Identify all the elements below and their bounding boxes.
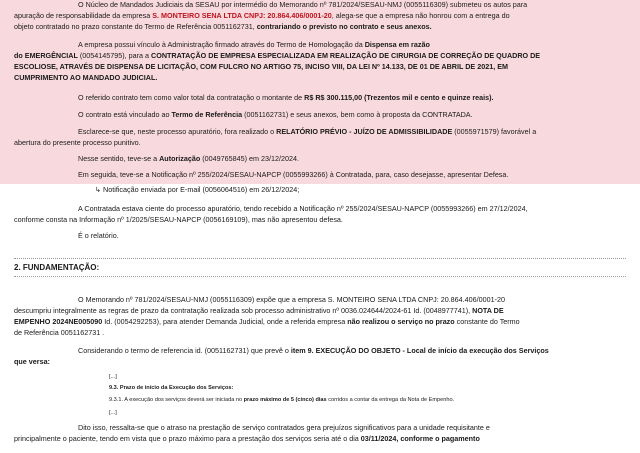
paragraph-7	[78, 170, 626, 181]
paragraph-6	[78, 154, 626, 165]
notice-line	[95, 185, 626, 196]
s2-paragraph-1-line-1	[78, 295, 626, 306]
text: (0049765845) em 23/12/2024.	[200, 154, 299, 163]
text-bold: item 9. EXECUÇÃO DO OBJETO - Local de início da execução dos Serviços	[290, 346, 549, 355]
text: principalmente o paciente, tendo em vista que o prazo máximo para a prestação dos serviços seria até o dia	[14, 434, 361, 443]
text: Em seguida, teve-se a Notificação nº 255/2024/SESAU-NAPCP (0055993266) à Contratada, para, caso desejasse, apresentar Defesa.	[78, 170, 509, 179]
paragraph-2-line-2	[14, 51, 626, 62]
paragraph-2-line-1	[78, 40, 626, 51]
text-bold: que versa:	[14, 357, 50, 366]
text: [...]	[109, 410, 117, 416]
text-bold: R$ R$ 300.115,00 (Trezentos mil e cento e quinze reais).	[304, 93, 494, 102]
text: É o relatório.	[78, 231, 119, 240]
text: descumpriu integralmente as regras de prazo da contratação realizada sob processo administrativo nº 0036.024644/2024-61 Id. (0048977741),	[14, 306, 473, 315]
text: A empresa possui vínculo à Administração firmado através do Termo de Homologação da	[78, 40, 365, 49]
text: apuração de responsabilidade da empresa	[14, 11, 153, 20]
section-heading	[14, 262, 626, 274]
paragraph-1-line-1	[78, 0, 626, 11]
heading-text: 2. FUNDAMENTAÇÃO:	[14, 263, 100, 272]
s2-paragraph-3-line-2	[14, 434, 626, 445]
text-bold: 03/11/2024, conforme o pagamento	[360, 434, 480, 443]
text-bold: RELATÓRIO PRÉVIO - JUÍZO DE ADMISSIBILIDADE	[276, 127, 453, 136]
text: O Núcleo de Mandados Judiciais da SESAU por intermédio do Memorando nº 781/2024/SESAU-NMJ (0055116309) submeteu os autos para	[78, 0, 528, 9]
text-bold: CONTRATAÇÃO DE EMPRESA ESPECIALIZADA EM REALIZAÇÃO DE CIRURGIA DE CORREÇÃO DE QUADRO DE	[151, 51, 541, 60]
text: abertura do presente processo punitivo.	[14, 138, 141, 147]
paragraph-5-line-1	[78, 127, 626, 138]
quote-heading	[109, 384, 626, 392]
text: 9.3.1. A execução dos serviços deverá ser iniciada no	[109, 397, 244, 403]
paragraph-1-line-3	[14, 22, 626, 33]
paragraph-4	[78, 110, 626, 121]
text: Id. (0054292253), para atender Demanda Judicial, onde a referida empresa	[102, 317, 348, 326]
quote-ellipsis	[109, 373, 626, 381]
s2-paragraph-2-line-2	[14, 357, 626, 368]
text-bold: CUMPRIMENTO AO MANDADO JUDICIAL.	[14, 73, 158, 82]
text: objeto contratado no prazo constante do Termo de Referência 0051162731,	[14, 22, 257, 31]
text: (0055971579) favorável a	[452, 127, 537, 136]
text: (0054145795), para a	[77, 51, 152, 60]
text-bold: Termo de Referência	[171, 110, 243, 119]
quote-text	[109, 396, 626, 404]
text: [...]	[109, 374, 117, 380]
text: corridos a contar da entrega da Nota de Empenho.	[326, 397, 455, 403]
paragraph-8-line-1	[78, 204, 626, 215]
text-bold: não realizou o serviço no prazo	[347, 317, 455, 326]
text: O Memorando nº 781/2024/SESAU-NMJ (0055116309) expõe que a empresa S. MONTEIRO SENA LTDA CNPJ: 20.864.406/0001-20	[78, 295, 506, 304]
text: de Referência 0051162731 .	[14, 328, 105, 337]
text: 9.3. Prazo de início da Execução dos Serviços:	[109, 385, 234, 391]
company-name: S. MONTEIRO SENA LTDA CNPJ: 20.864.406/0001-20	[152, 11, 332, 20]
text: constante do Termo	[454, 317, 520, 326]
text-bold: NOTA DE	[472, 306, 504, 315]
paragraph-2-line-3	[14, 62, 626, 73]
text: Considerando o termo de referencia id. (0051162731) que prevê o	[78, 346, 291, 355]
paragraph-3	[78, 93, 626, 104]
text: O contrato está vinculado ao	[78, 110, 172, 119]
paragraph-1-line-2	[14, 11, 626, 22]
text: conforme consta na Informação nº 1/2025/SESAU-NAPCP (0056169109), mas não apresentou defesa.	[14, 215, 343, 224]
text: Esclarece-se que, neste processo apuratório, fora realizado o	[78, 127, 277, 136]
s2-paragraph-1-line-3	[14, 317, 626, 328]
text-bold: ESCOLIOSE, ATRAVÉS DE DISPENSA DE LICITAÇÃO, COM FULCRO NO ARTIGO 75, INCISO VIII, DA LEI Nº 14.133, DE 01 DE ABRIL DE 2021, EM	[14, 62, 508, 71]
text: Notificação enviada por E-mail (0056064516) em 26/12/2024;	[103, 185, 300, 194]
text: , alega-se que a empresa não honrou com a entrega do	[331, 11, 510, 20]
text-bold: contrariando o previsto no contrato e seus anexos.	[256, 22, 432, 31]
text: O referido contrato tem como valor total da contratação o montante de	[78, 93, 305, 102]
text-bold: EMPENHO 2024NE005090	[14, 317, 103, 326]
separator	[14, 258, 626, 259]
text-bold: do EMERGÊNCIAL	[14, 51, 78, 60]
quote-ellipsis-end	[109, 409, 626, 417]
paragraph-9	[78, 231, 626, 242]
text-bold: prazo máximo de 5 (cinco) dias	[243, 397, 327, 403]
s2-paragraph-1-line-4	[14, 328, 626, 339]
text: Nesse sentido, teve-se a	[78, 154, 160, 163]
separator	[14, 276, 626, 277]
paragraph-8-line-2	[14, 215, 626, 226]
paragraph-5-line-2	[14, 138, 626, 149]
text: (0051162731) e seus anexos, bem como à proposta da CONTRATADA.	[242, 110, 473, 119]
s2-paragraph-3-line-1	[78, 423, 626, 434]
text-bold: Dispensa em razão	[364, 40, 430, 49]
s2-paragraph-1-line-2	[14, 306, 626, 317]
paragraph-2-line-4	[14, 73, 626, 84]
text: Dito isso, ressalta-se que o atraso na prestação de serviço contratados gera prejuízos significativos para a unidade requisitante e	[78, 423, 490, 432]
text-bold: Autorização	[159, 154, 201, 163]
return-arrow-icon: ↳	[95, 185, 102, 194]
s2-paragraph-2-line-1	[78, 346, 626, 357]
text: A Contratada estava ciente do processo apuratório, tendo recebido a Notificação nº 255/2024/SESAU-NAPCP (0055993266) em 27/12/2024,	[78, 204, 528, 213]
